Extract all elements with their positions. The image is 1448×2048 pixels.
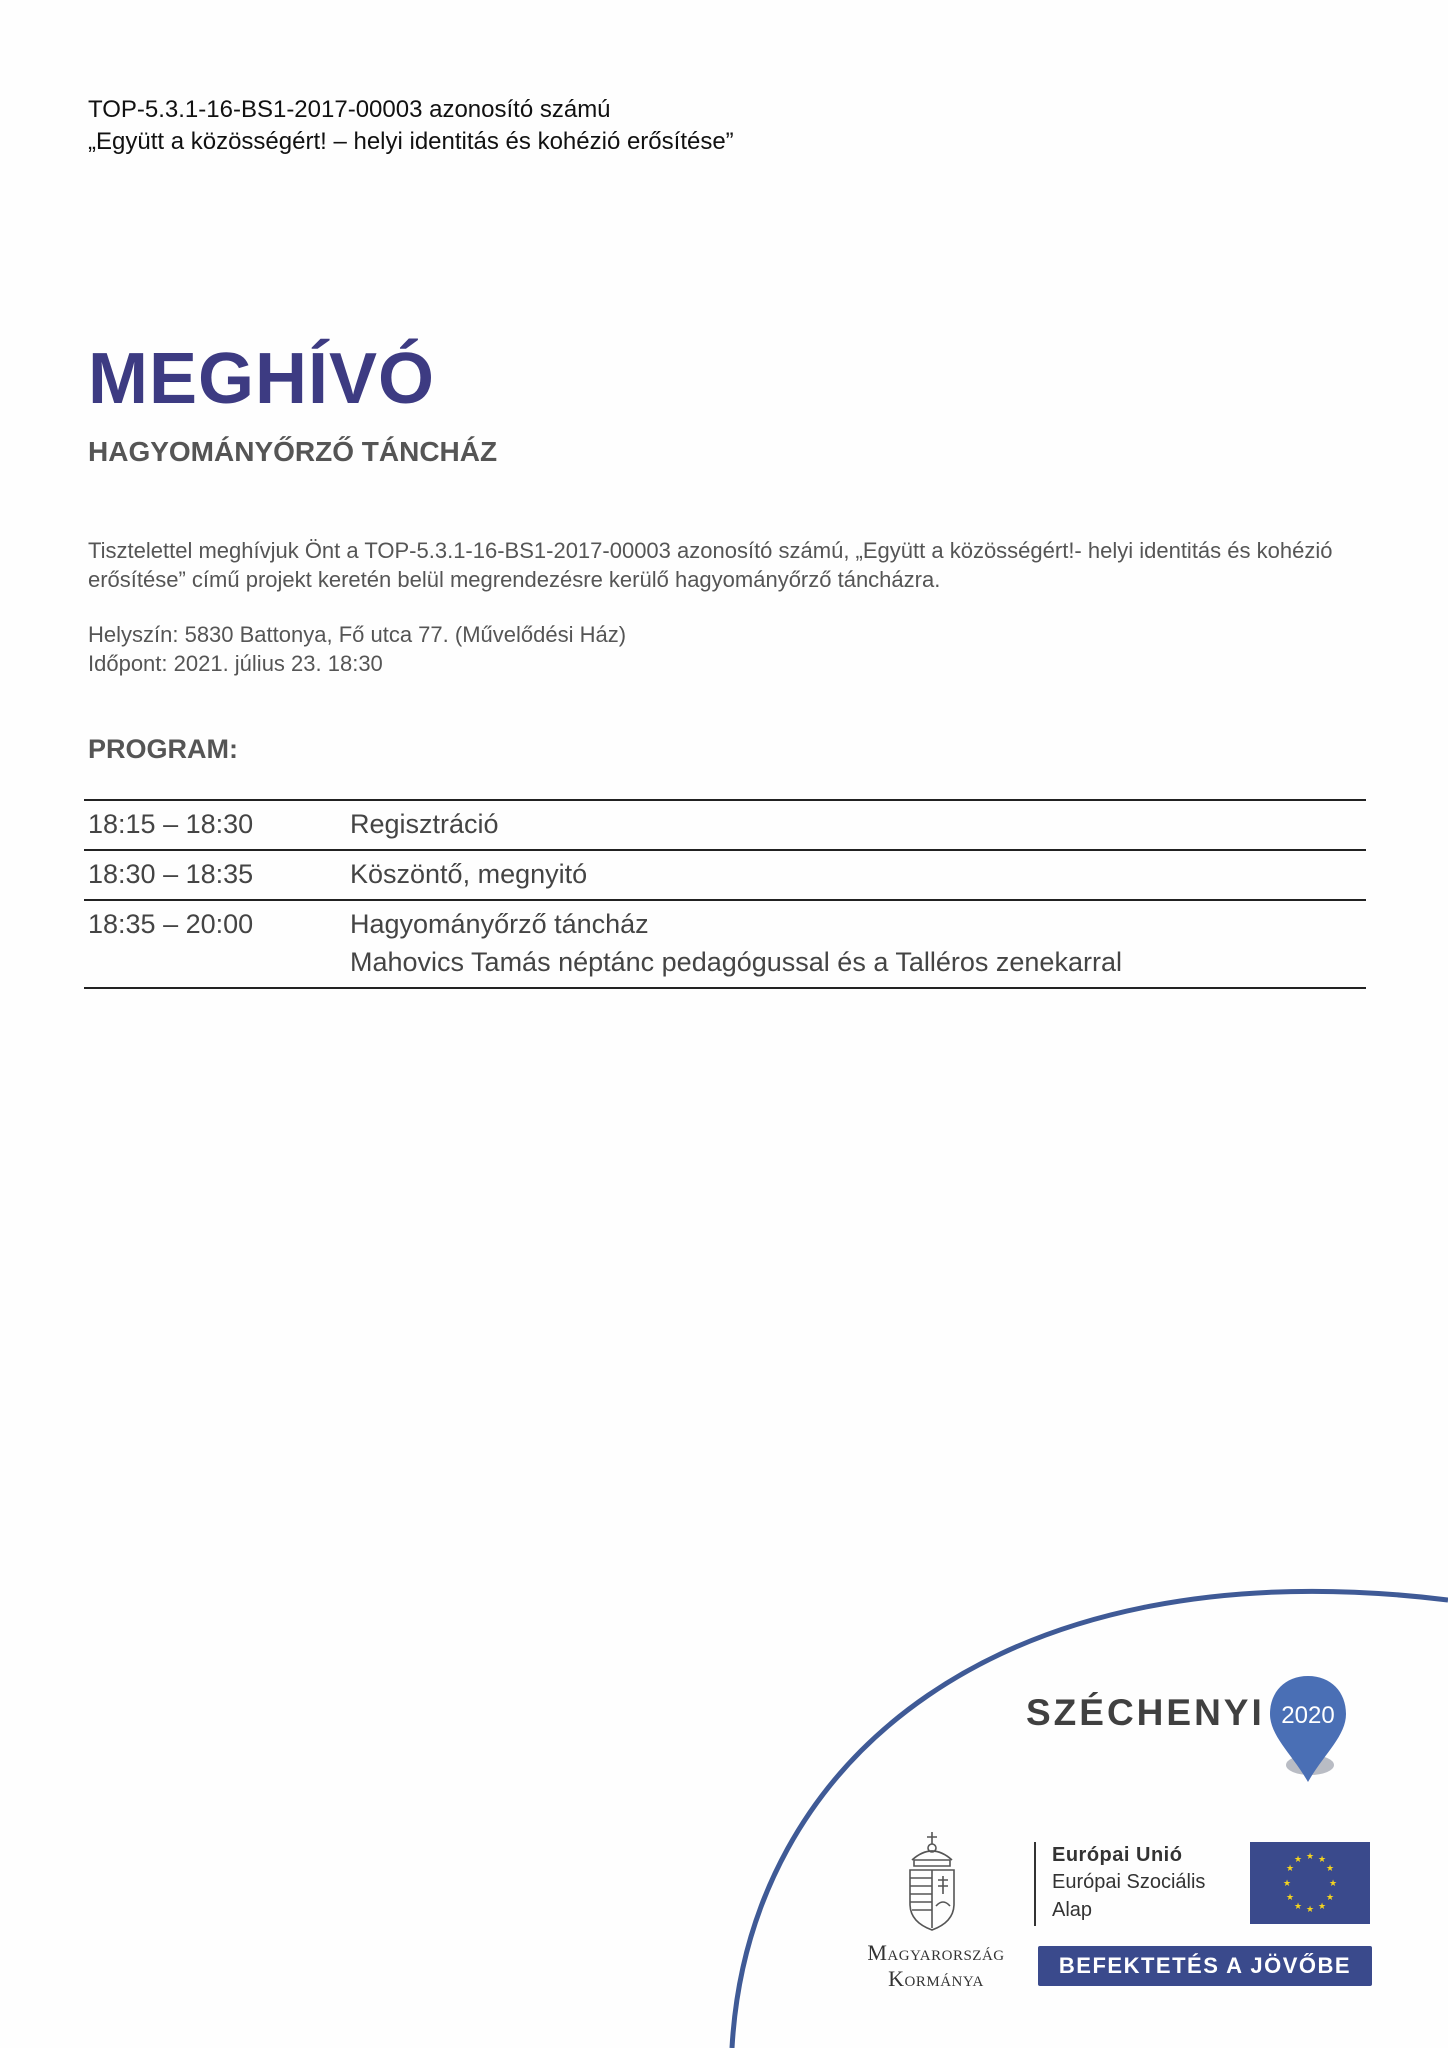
location-text: Helyszín: 5830 Battonya, Fő utca 77. (Művelődési Ház) bbox=[88, 622, 627, 647]
program-label: PROGRAM: bbox=[88, 734, 238, 764]
page-title: MEGHÍVÓ bbox=[88, 339, 436, 419]
eu-flag-icon bbox=[1250, 1842, 1370, 1924]
page-subtitle: HAGYOMÁNYŐRZŐ TÁNCHÁZ bbox=[88, 436, 498, 467]
program-description: Regisztráció bbox=[350, 809, 499, 839]
program-time: 18:35 – 20:00 bbox=[88, 909, 254, 939]
program-description-line-2: Mahovics Tamás néptánc pedagógussal és a Talléros zenekarral bbox=[350, 947, 1122, 977]
header-line-1: TOP-5.3.1-16-BS1-2017-00003 azonosító számú bbox=[88, 96, 611, 123]
eu-logo-text bbox=[1034, 1842, 1205, 1926]
svg-text:★: ★ bbox=[1328, 1879, 1338, 1889]
svg-text:★: ★ bbox=[1293, 1902, 1303, 1912]
szechenyi-logo-text: SZÉCHENYI bbox=[1026, 1692, 1265, 1733]
szechenyi-2020-pin-icon bbox=[1266, 1672, 1350, 1792]
government-logo-text bbox=[850, 1940, 1022, 1992]
header-line-2: „Együtt a közösségért! – helyi identitás és kohézió erősítése” bbox=[88, 128, 734, 155]
svg-text:★: ★ bbox=[1285, 1893, 1295, 1903]
intro-paragraph: Tisztelettel meghívjuk Önt a TOP-5.3.1-16-BS1-2017-00003 azonosító számú, „Együtt a közösségért!- helyi identitás és kohézió erősítése” című projekt keretén belül megrendezésre kerülő hagyományőrző táncházra. bbox=[88, 538, 1333, 592]
program-description: Köszöntő, megnyitó bbox=[350, 859, 588, 889]
gov-line-2: Kormánya bbox=[888, 1966, 984, 1991]
program-description-line-1: Hagyományőrző táncház bbox=[350, 909, 649, 939]
svg-text:★: ★ bbox=[1285, 1864, 1295, 1874]
svg-text:★: ★ bbox=[1293, 1855, 1303, 1865]
time-text: Időpont: 2021. július 23. 18:30 bbox=[88, 651, 383, 676]
program-time: 18:30 – 18:35 bbox=[88, 859, 254, 889]
svg-text:★: ★ bbox=[1282, 1879, 1292, 1889]
eu-line-1: Európai Szociális bbox=[1052, 1871, 1206, 1893]
svg-text:★: ★ bbox=[1305, 1852, 1315, 1862]
svg-text:★: ★ bbox=[1317, 1855, 1327, 1865]
svg-text:★: ★ bbox=[1317, 1902, 1327, 1912]
hungarian-coat-of-arms-icon bbox=[904, 1822, 960, 1934]
eu-line-2: Alap bbox=[1052, 1899, 1093, 1921]
szechenyi-year: 2020 bbox=[1281, 1702, 1335, 1729]
svg-text:★: ★ bbox=[1305, 1905, 1315, 1915]
gov-line-1: Magyarország bbox=[867, 1940, 1005, 1965]
svg-text:★: ★ bbox=[1325, 1864, 1335, 1874]
invest-in-future-banner: BEFEKTETÉS A JÖVŐBE bbox=[1038, 1946, 1372, 1986]
svg-text:★: ★ bbox=[1325, 1893, 1335, 1903]
eu-title: Európai Unió bbox=[1052, 1844, 1183, 1866]
program-time: 18:15 – 18:30 bbox=[88, 809, 254, 839]
